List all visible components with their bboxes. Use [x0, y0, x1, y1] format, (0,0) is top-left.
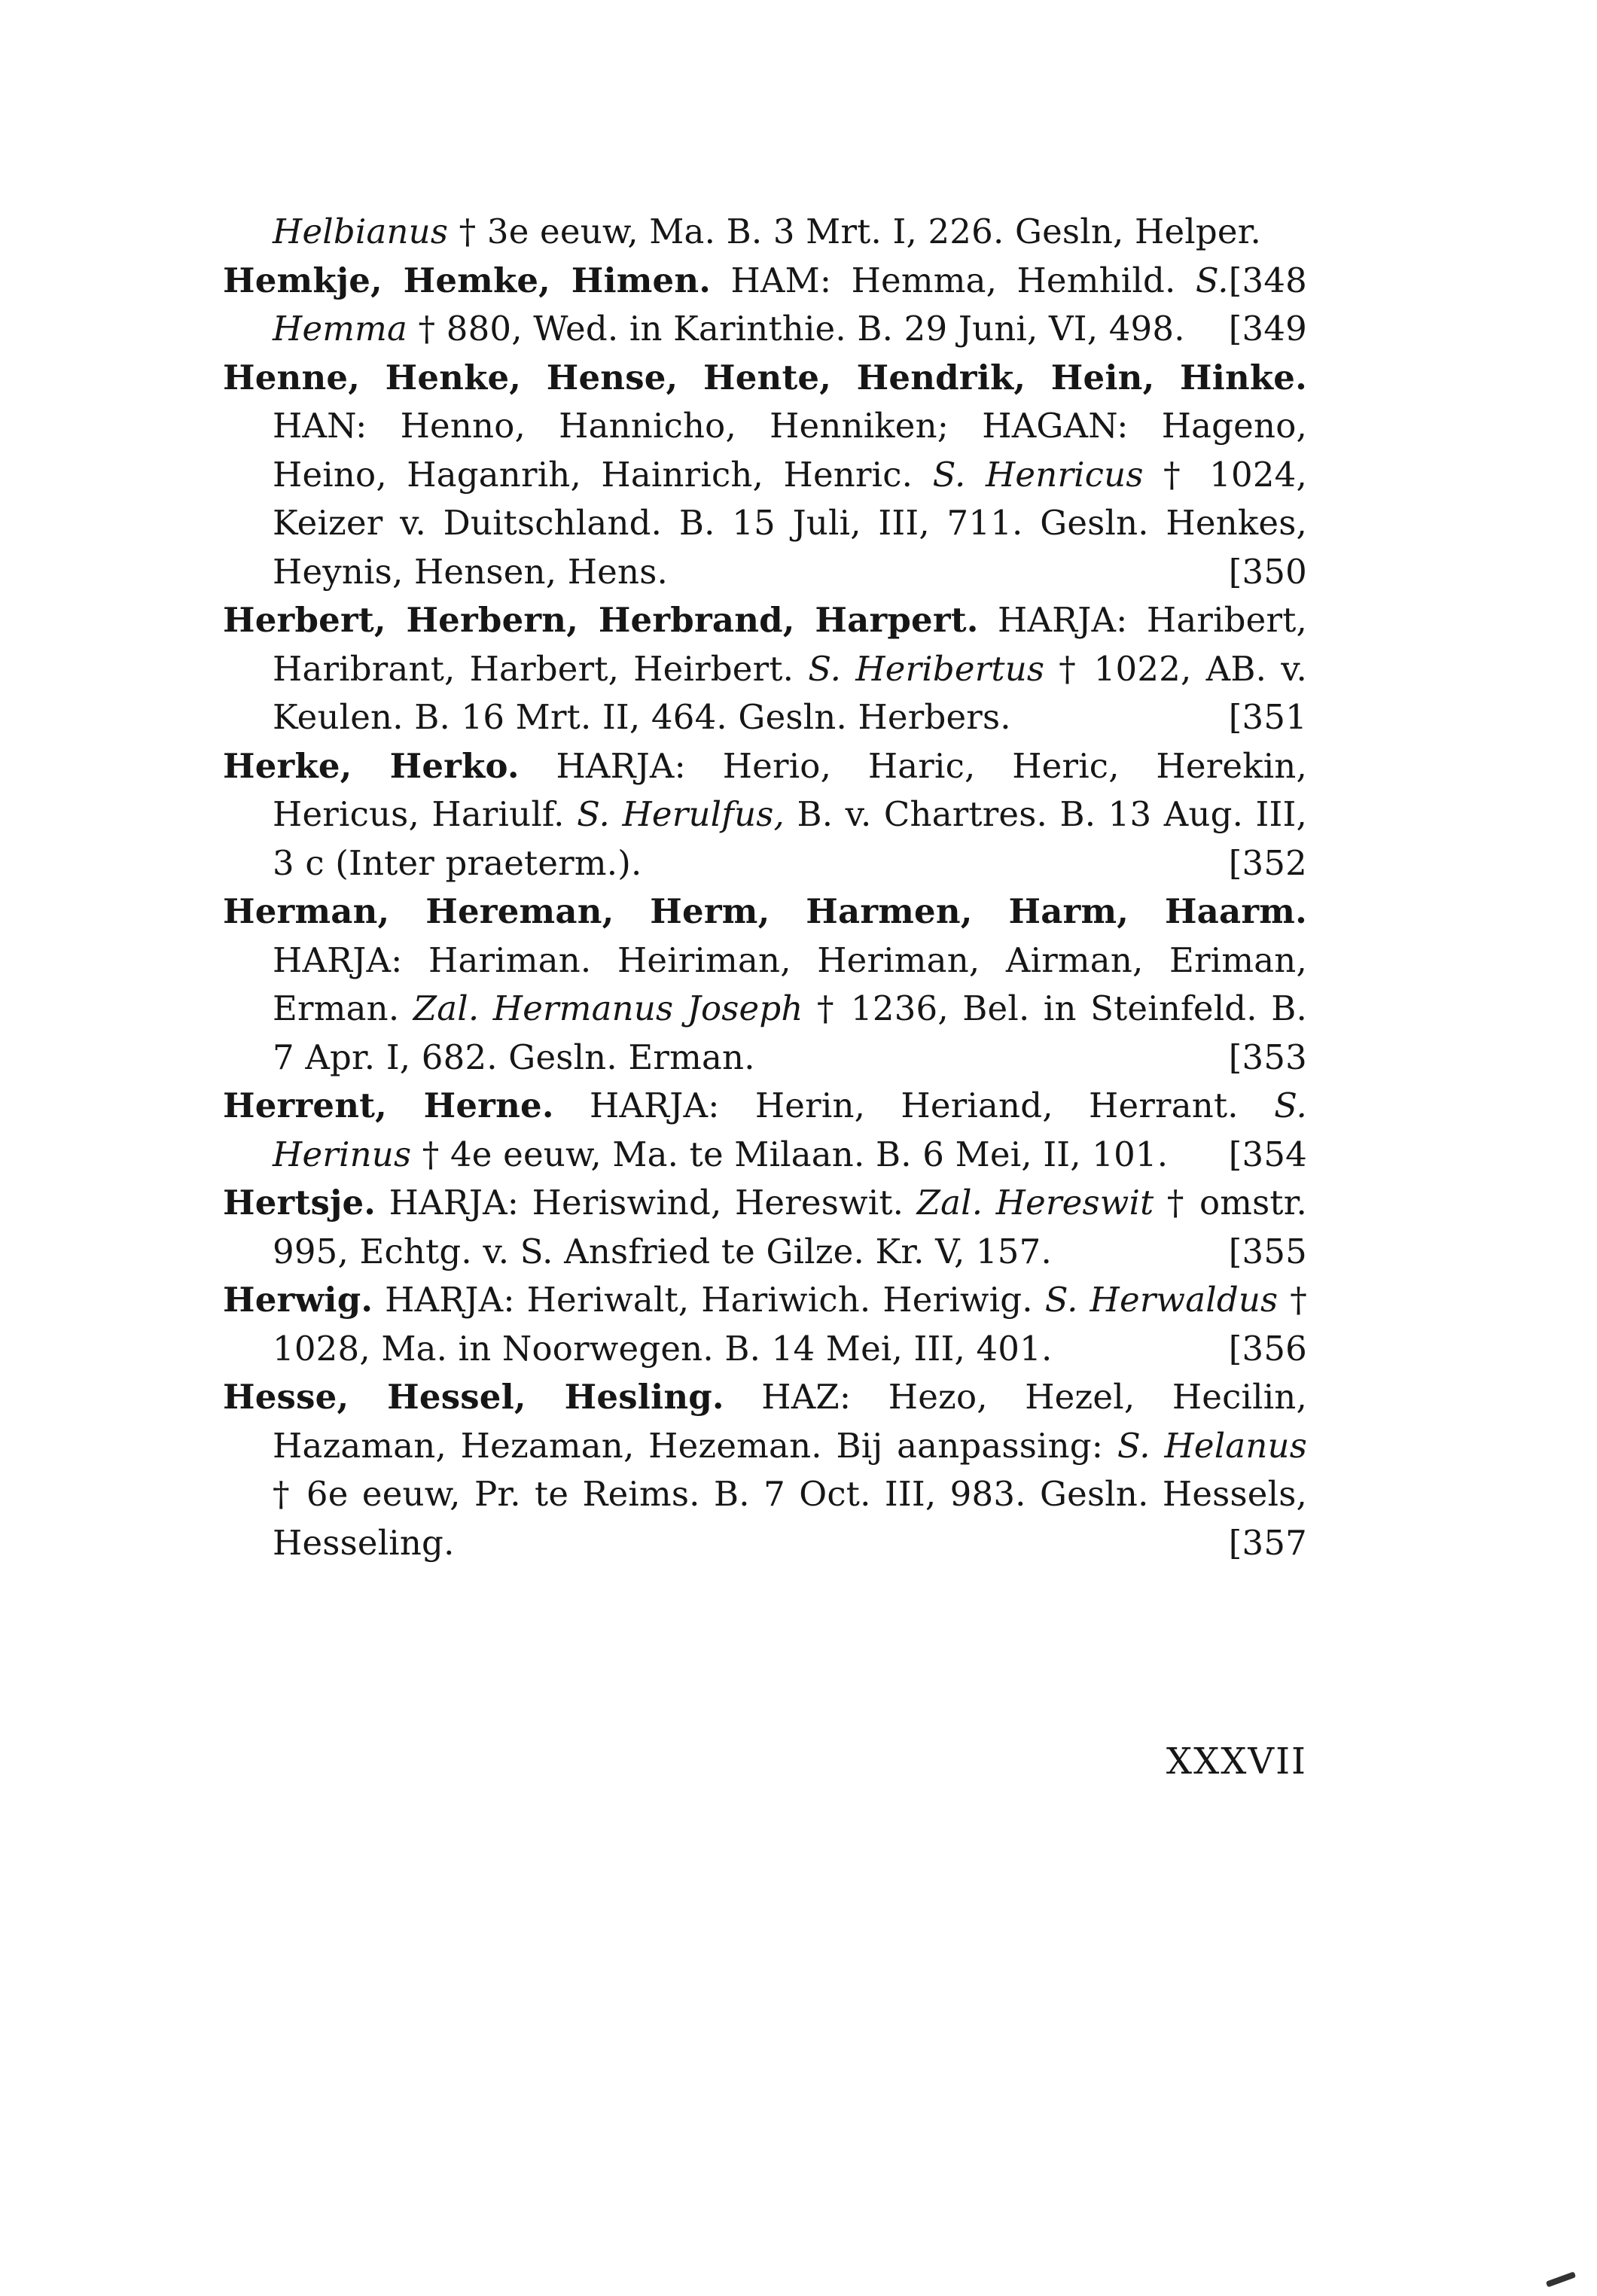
dictionary-entry — [223, 354, 1307, 597]
entry-reference-number: [349 — [1228, 309, 1307, 349]
entry-text: † omstr. 995, Echtg. v. S. Ansfried te Gilze. Kr. V, 157. — [273, 1183, 1307, 1271]
dictionary-entry — [223, 1082, 1307, 1179]
entry-reference-number: [350 — [1228, 551, 1307, 592]
entry-text: HARJA: Herio, Haric, Heric, Herekin, Hericus, Hariulf. — [273, 745, 1307, 834]
entry-text: HARJA: Haribert, Haribrant, Harbert, Heirbert. — [273, 600, 1308, 689]
dictionary-entry — [223, 596, 1307, 742]
entry-headword: Hemkje, Hemke, Himen. — [223, 260, 712, 300]
entry-text: HARJA: Heriswind, Hereswit. — [376, 1183, 917, 1223]
entry-saint-name: S. Hemma — [273, 260, 1229, 349]
entry-headword: Henne, Henke, Hense, Hente, Hendrik, Hein, Hinke. — [223, 357, 1307, 397]
entry-text: HAN: Henno, Hannicho, Henniken; HAGAN: Hageno, Heino, Haganrih, Hainrich, Henric. — [273, 406, 1307, 495]
scan-speck — [1546, 2271, 1576, 2287]
entry-text: HAM: Hemma, Hemhild. — [711, 260, 1196, 300]
entry-text: † 1024, Keizer v. Duitschland. B. 15 Juli, III, 711. Gesln. Henkes, Heynis, Hensen, Hens. — [273, 454, 1307, 592]
entry-text: † 4e eeuw, Ma. te Milaan. B. 6 Mei, II, 101. — [411, 1134, 1169, 1174]
entry-saint-name: S. Heribertus — [808, 648, 1045, 689]
entry-reference-number: [348 — [1228, 260, 1307, 300]
entry-headword: Herwig. — [223, 1280, 373, 1320]
entry-saint-name: Helbianus — [273, 212, 449, 251]
entry-reference-number: [351 — [1228, 697, 1307, 737]
dictionary-entry — [223, 888, 1307, 1082]
entry-text: † 3e eeuw, Ma. B. 3 Mrt. I, 226. Gesln, Helper. — [448, 212, 1261, 251]
entry-headword: Hertsje. — [223, 1183, 376, 1223]
entry-reference-number: [355 — [1228, 1231, 1307, 1271]
entry-text: † 1022, AB. v. Keulen. B. 16 Mrt. II, 464. Gesln. Herbers. — [273, 648, 1307, 737]
entry-text: HARJA: Heriwalt, Hariwich. Heriwig. — [373, 1280, 1045, 1320]
entry-saint-name: S. Herinus — [273, 1086, 1307, 1174]
entry-reference-number: [353 — [1228, 1037, 1307, 1077]
entry-saint-name: Zal. Hereswit — [916, 1183, 1154, 1223]
entry-text: HARJA: Herin, Heriand, Herrant. — [553, 1086, 1275, 1125]
page-number: XXXVII — [1166, 1740, 1307, 1783]
entry-saint-name: Zal. Hermanus Joseph — [413, 988, 803, 1028]
dictionary-page — [223, 208, 1307, 1567]
entry-text: HAZ: Hezo, Hezel, Hecilin, Hazaman, Hezaman, Hezeman. Bij aanpassing: — [273, 1377, 1307, 1466]
dictionary-entry — [223, 742, 1307, 888]
entry-text: B. v. Chartres. B. 13 Aug. III, 3 c (Inter praeterm.). — [273, 794, 1307, 883]
entry-text: † 880, Wed. in Karinthie. B. 29 Juni, VI, 498. — [407, 309, 1185, 349]
entry-headword: Hesse, Hessel, Hesling. — [223, 1377, 724, 1417]
entry-reference-number: [352 — [1228, 842, 1307, 883]
entry-saint-name: S. Henricus — [932, 454, 1144, 495]
entry-headword: Herman, Hereman, Herm, Harmen, Harm, Haarm. — [223, 891, 1307, 931]
entry-text: HARJA: Hariman. Heiriman, Heriman, Airman, Eriman, Erman. — [273, 939, 1307, 1028]
entry-text: † 1028, Ma. in Noorwegen. B. 14 Mei, III, 401. — [273, 1280, 1307, 1369]
entry-reference-number: [354 — [1228, 1134, 1307, 1174]
entry-headword: Herke, Herko. — [223, 745, 520, 786]
entry-saint-name: S. Helanus — [1117, 1425, 1307, 1466]
entry-text: † 1236, Bel. in Steinfeld. B. 7 Apr. I, 682. Gesln. Erman. — [273, 988, 1307, 1077]
dictionary-entry — [223, 1276, 1307, 1373]
dictionary-entry — [223, 1179, 1307, 1276]
entry-saint-name: S. Herwaldus — [1044, 1280, 1279, 1320]
dictionary-entry — [223, 257, 1307, 354]
entry-headword: Herbert, Herbern, Herbrand, Harpert. — [223, 600, 979, 640]
entry-reference-number: [357 — [1228, 1522, 1307, 1563]
entry-text: † 6e eeuw, Pr. te Reims. B. 7 Oct. III, 983. Gesln. Hessels, Hesseling. — [273, 1474, 1307, 1563]
dictionary-entry — [223, 1373, 1307, 1567]
entry-reference-number: [356 — [1228, 1328, 1307, 1369]
entry-saint-name: S. Herulfus, — [577, 794, 785, 834]
entry-headword: Herrent, Herne. — [223, 1086, 554, 1125]
